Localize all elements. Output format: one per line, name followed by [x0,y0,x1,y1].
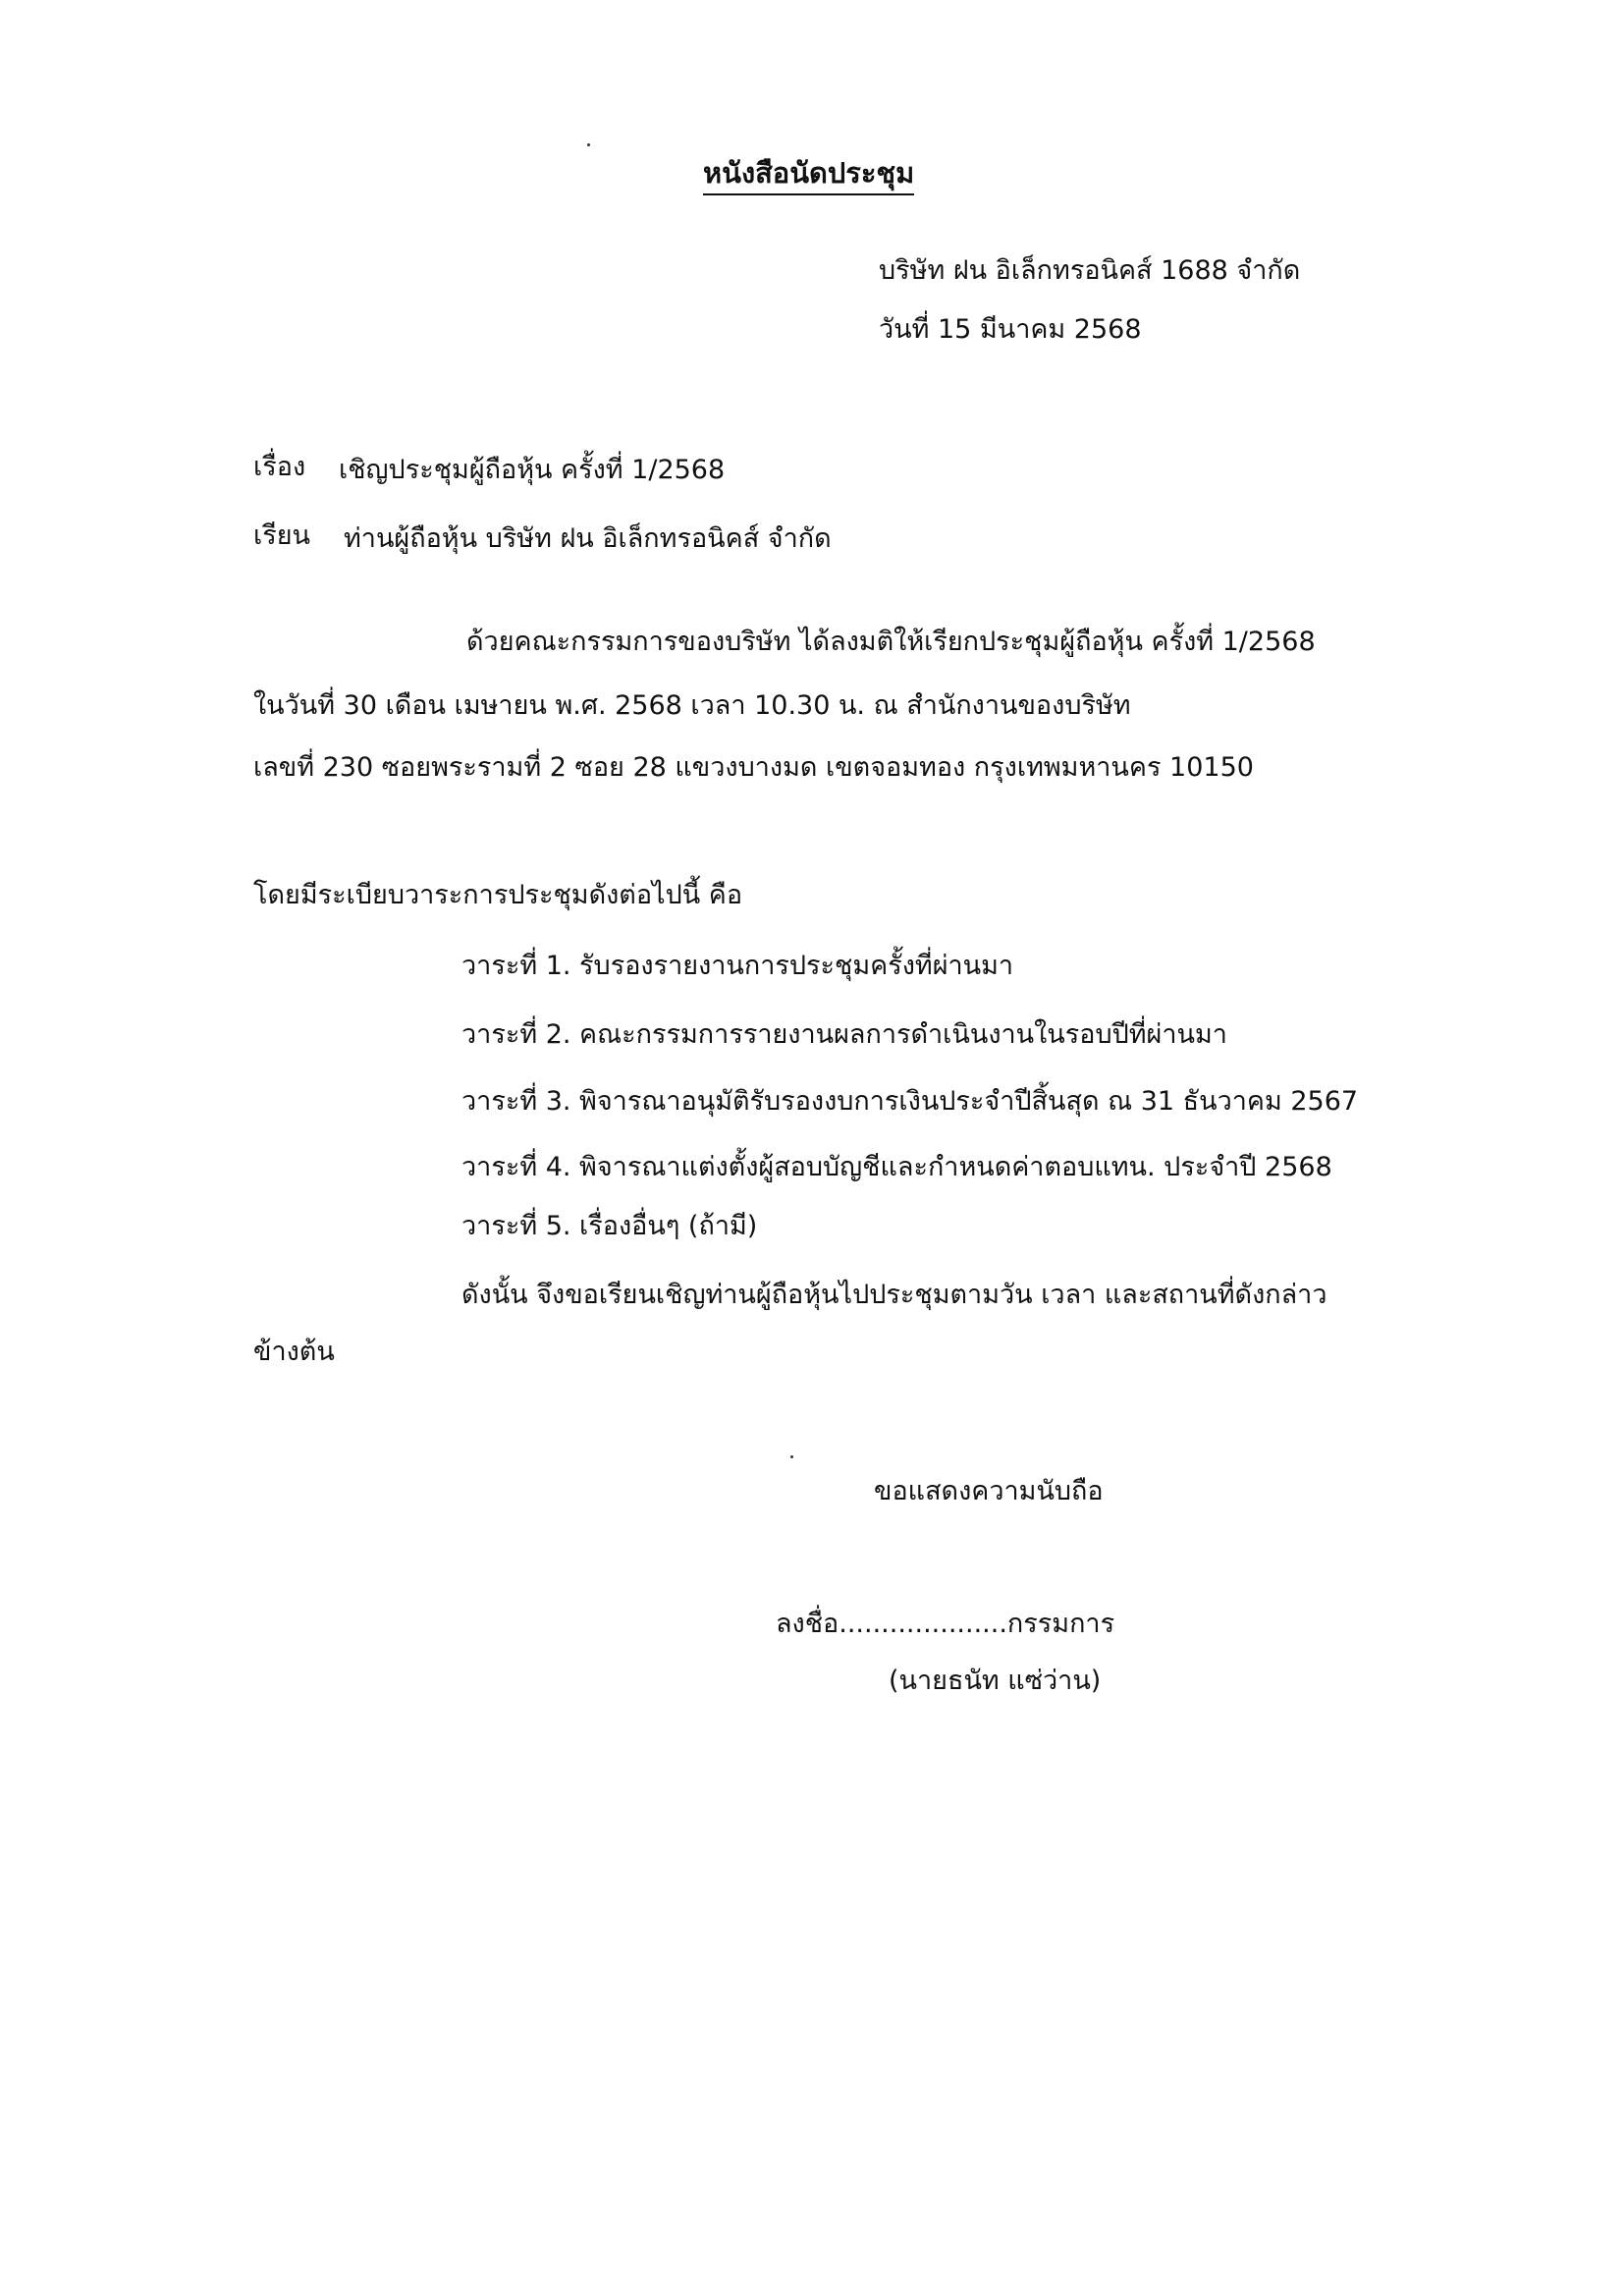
agenda-intro: โดยมีระเบียบวาระการประชุมดังต่อไปนี้ คือ [253,880,743,910]
document-title: หนังสือนัดประชุม [703,159,914,195]
subject-label: เรื่อง [253,452,306,482]
scan-speck [587,143,590,146]
subject-text: เชิญประชุมผู้ถือหุ้น ครั้งที่ 1/2568 [339,455,726,485]
company-name-line: บริษัท ฝน อิเล็กทรอนิคส์ 1688 จำกัด [879,255,1301,286]
scan-speck [790,1455,793,1458]
agenda-item-2: วาระที่ 2. คณะกรรมการรายงานผลการดำเนินงานในรอบปีที่ผ่านมา [461,1019,1227,1050]
body-line-1: ด้วยคณะกรรมการของบริษัท ได้ลงมติให้เรียกประชุมผู้ถือหุ้น ครั้งที่ 1/2568 [466,627,1316,657]
signatory-name: (นายธนัท แซ่ว่าน) [889,1666,1102,1696]
document-date-line: วันที่ 15 มีนาคม 2568 [879,314,1142,345]
closing-line-1: ดังนั้น จึงขอเรียนเชิญท่านผู้ถือหุ้นไปประชุมตามวัน เวลา และสถานที่ดังกล่าว [461,1280,1327,1310]
closing-line-2: ข้างต้น [253,1337,335,1367]
agenda-item-1: วาระที่ 1. รับรองรายงานการประชุมครั้งที่ผ่านมา [461,951,1014,981]
agenda-item-3: วาระที่ 3. พิจารณาอนุมัติรับรองงบการเงินประจำปีสิ้นสุด ณ 31 ธันวาคม 2567 [461,1086,1359,1117]
agenda-item-4: วาระที่ 4. พิจารณาแต่งตั้งผู้สอบบัญชีและกำหนดค่าตอบแทน. ประจำปี 2568 [461,1152,1332,1182]
agenda-item-5: วาระที่ 5. เรื่องอื่นๆ (ถ้ามี) [461,1211,758,1241]
body-line-2: ในวันที่ 30 เดือน เมษายน พ.ศ. 2568 เวลา 10.30 น. ณ สำนักงานของบริษัท [253,690,1131,721]
recipient-label: เรียน [253,520,311,551]
body-line-3: เลขที่ 230 ซอยพระรามที่ 2 ซอย 28 แขวงบางมด เขตจอมทอง กรุงเทพมหานคร 10150 [253,752,1254,783]
regards-text: ขอแสดงความนับถือ [874,1476,1104,1506]
signature-line: ลงชื่อ....................กรรมการ [776,1609,1115,1639]
recipient-text: ท่านผู้ถือหุ้น บริษัท ฝน อิเล็กทรอนิคส์ จำกัด [344,523,832,554]
